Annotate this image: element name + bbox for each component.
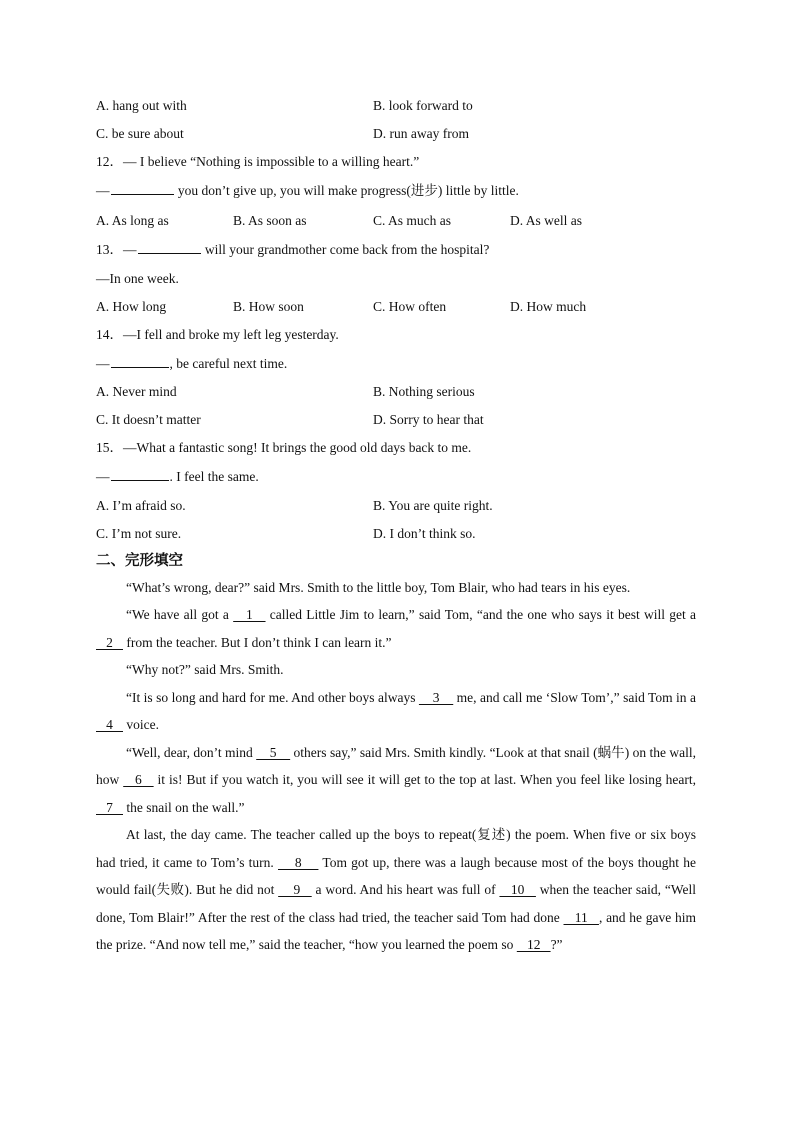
q15-option-d[interactable]: D. I don’t think so. (373, 525, 476, 541)
q15-blank[interactable] (111, 466, 169, 481)
q14-option-d[interactable]: D. Sorry to hear that (373, 412, 484, 427)
cloze-blank-11[interactable]: 11 (563, 909, 599, 925)
q11-option-b[interactable]: B. look forward to (373, 98, 473, 113)
q14-stem: 14．—I fell and broke my left leg yesterday. (96, 326, 339, 342)
cloze-blank-7[interactable]: 7 (96, 799, 123, 815)
q11-option-d[interactable]: D. run away from (373, 126, 469, 141)
cloze-blank-6[interactable]: 6 (123, 772, 154, 787)
passage-text: from the teacher. But I don’t think I can learn it.” (123, 634, 392, 650)
q14-options-row-2 (96, 406, 696, 434)
passage-text: me, and call me ‘Slow Tom’,” said Tom in a (453, 689, 696, 705)
passage-text: called Little Jim to learn,” said Tom, “and the one who says it best will get a (265, 607, 696, 622)
passage-paragraph-5 (96, 739, 696, 822)
q15-option-c[interactable]: C. I’m not sure. (96, 525, 182, 541)
q13-option-a[interactable]: A. How long (96, 298, 167, 314)
passage-text: At last, the day came. The teacher called up the boys to repeat(复述) the poem. When five or six boys had tried, it came to Tom’s turn. (96, 827, 696, 870)
cloze-blank-9[interactable]: 9 (278, 882, 312, 897)
q12-option-c[interactable]: C. As much as (373, 212, 452, 228)
cloze-blank-8[interactable]: 8 (278, 854, 319, 870)
q12-answer-rest: you don’t give up, you will make progress(进步) little by little. (174, 183, 519, 198)
q13-reply: —In one week. (96, 270, 179, 286)
passage-text: when the teacher said, “Well done, Tom Blair!” After the rest of the class had tried, the teacher said Tom had done (96, 882, 696, 925)
q12-stem: 12．— I believe “Nothing is impossible to a willing heart.” (96, 154, 420, 169)
q11-option-a[interactable]: A. hang out with (96, 98, 187, 113)
q13-stem (96, 235, 696, 265)
exam-page (96, 92, 696, 959)
passage-text: others say,” said Mrs. Smith kindly. “Look at that snail (蜗牛) on the wall, how (96, 744, 697, 787)
q14-option-b[interactable]: B. Nothing serious (373, 384, 475, 399)
q12-dash: — (96, 183, 110, 198)
q13-option-b[interactable]: B. How soon (233, 298, 304, 314)
section-title: 二、完形填空 (96, 552, 183, 569)
cloze-blank-10[interactable]: 10 (499, 882, 536, 897)
q11-options-row-2 (96, 120, 696, 148)
cloze-blank-2[interactable]: 2 (96, 634, 123, 650)
q12-options (96, 206, 696, 236)
passage-text: ?” (550, 937, 563, 952)
passage-text: “We have all got a (126, 607, 234, 622)
passage-text: it is! But if you watch it, you will see it will get to the top at last. When you feel like losing heart, (153, 772, 697, 787)
cloze-blank-12[interactable]: 12 (516, 937, 551, 952)
q15-options-row-2 (96, 520, 696, 548)
cloze-blank-4[interactable]: 4 (96, 717, 123, 732)
q11-options-row-1 (96, 92, 696, 120)
q15-dash: — (96, 469, 110, 484)
q14-option-c[interactable]: C. It doesn’t matter (96, 412, 201, 427)
q12-option-d[interactable]: D. As well as (510, 212, 582, 228)
q15-option-a[interactable]: A. I’m afraid so. (96, 497, 186, 513)
passage-paragraph-1: “What’s wrong, dear?” said Mrs. Smith to the little boy, Tom Blair, who had tears in his eyes. (126, 579, 631, 595)
q15-option-b[interactable]: B. You are quite right. (373, 497, 493, 513)
passage-paragraph-2 (96, 601, 696, 656)
q12-blank[interactable] (111, 180, 174, 195)
q13-number: 13．— (96, 242, 137, 257)
q12-answer-line (96, 176, 696, 206)
cloze-blank-1[interactable]: 1 (233, 607, 266, 622)
cloze-passage (96, 574, 696, 959)
passage-text: the snail on the wall.” (123, 799, 245, 815)
q15-options-row-1 (96, 492, 696, 520)
q12-option-a[interactable]: A. As long as (96, 212, 169, 228)
q14-dash: — (96, 355, 110, 371)
passage-text: voice. (123, 717, 159, 732)
q13-stem-rest: will your grandmother come back from the hospital? (201, 242, 490, 257)
passage-paragraph-3: “Why not?” said Mrs. Smith. (126, 662, 284, 677)
passage-text: “Well, dear, don’t mind (126, 744, 257, 760)
passage-paragraph-4 (96, 684, 696, 739)
q13-option-c[interactable]: C. How often (373, 298, 447, 314)
q11-option-c[interactable]: C. be sure about (96, 126, 184, 141)
cloze-blank-3[interactable]: 3 (418, 689, 454, 705)
q14-options-row-1 (96, 378, 696, 406)
passage-text: a word. And his heart was full of (311, 882, 500, 897)
passage-text: Tom got up, there was a laugh because most of the boys thought he would fail(失败). But he did not (96, 854, 696, 897)
passage-text: , and he gave him the prize. “And now tell me,” said the teacher, “how you learned the poem so (96, 909, 696, 952)
passage-text: “It is so long and hard for me. And other boys always (126, 689, 419, 705)
q15-answer-line (96, 462, 696, 492)
q15-stem: 15．—What a fantastic song! It brings the good old days back to me. (96, 440, 472, 455)
q13-option-d[interactable]: D. How much (510, 298, 587, 314)
q15-answer-rest: . I feel the same. (169, 469, 259, 484)
q14-answer-rest: , be careful next time. (169, 355, 288, 371)
q12-option-b[interactable]: B. As soon as (233, 212, 307, 228)
q14-answer-line (96, 349, 696, 379)
q13-blank[interactable] (138, 239, 201, 254)
cloze-blank-5[interactable]: 5 (256, 744, 291, 760)
q14-option-a[interactable]: A. Never mind (96, 384, 177, 399)
passage-paragraph-6 (96, 821, 696, 959)
q13-options (96, 293, 696, 321)
q14-blank[interactable] (111, 353, 169, 368)
